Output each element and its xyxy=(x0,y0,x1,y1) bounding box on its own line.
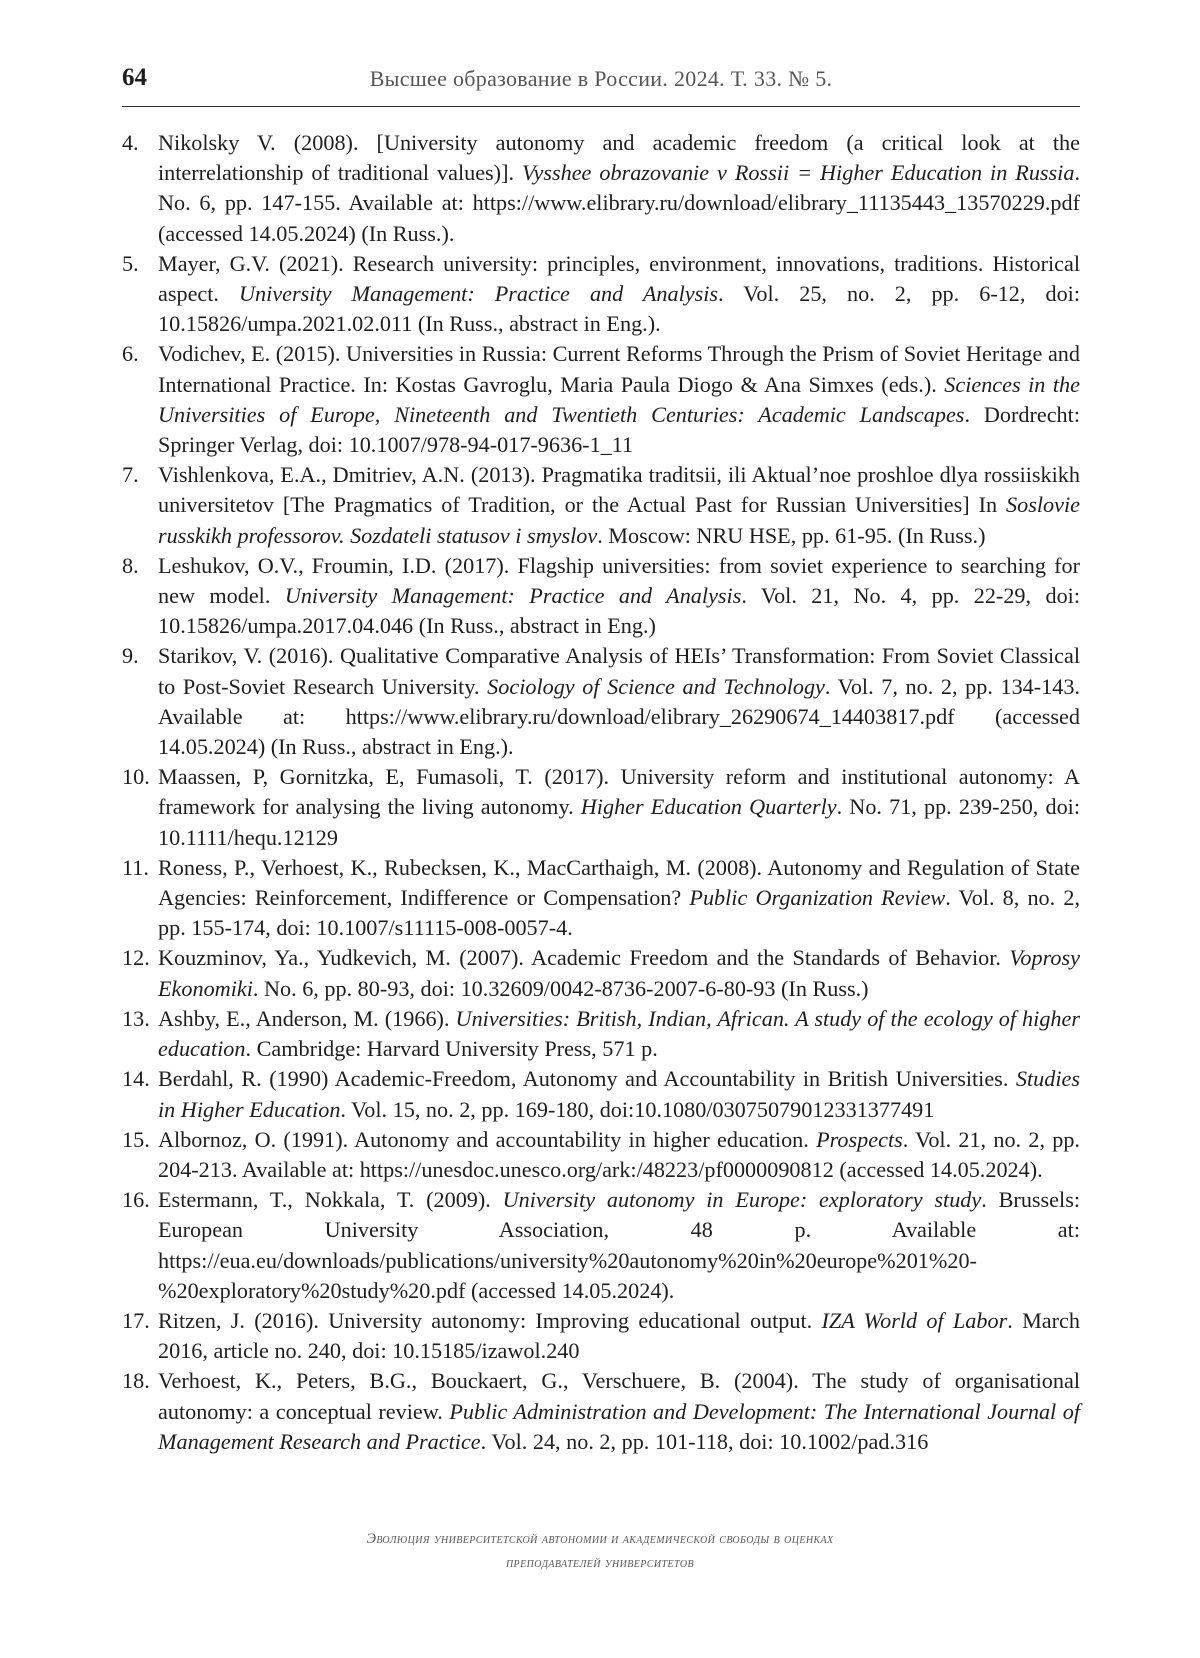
reference-text: Maassen, P, Gornitzka, E, Fumasoli, T. (2017). University reform and institutional autonomy: A framework for analysing the living autonomy. xyxy=(158,764,1080,820)
reference-number: 12. xyxy=(122,945,150,971)
reference-text: Ashby, E., Anderson, M. (1966). xyxy=(158,1005,456,1031)
reference-source: Soslovie russkikh professorov. Sozdateli statusov i smyslov xyxy=(158,492,1080,548)
reference-details: . Vol. 21, No. 4, pp. 22-29, doi: 10.15826/umpa.2017.04.046 (In Russ., abstract in Eng.) xyxy=(158,583,1080,639)
reference-item xyxy=(122,1306,1080,1366)
page-header xyxy=(122,58,1080,107)
reference-text: Roness, P., Verhoest, K., Rubecksen, K., MacCarthaigh, M. (2008). Autonomy and Regulation of State Agencies: Reinforcement, Indifference or Compensation? xyxy=(158,854,1080,911)
reference-number: 13. xyxy=(122,1005,150,1031)
reference-source: Higher Education Quarterly xyxy=(580,794,837,820)
reference-number: 15. xyxy=(122,1126,150,1152)
reference-details: . Vol. 7, no. 2, pp. 134-143. Available at: https://www.elibrary.ru/download/elibrary_26290674_14403817.pdf (accessed 14.05.2024) (In Russ., abstract in Eng.). xyxy=(158,673,1080,760)
reference-item xyxy=(122,762,1080,853)
reference-number: 9. xyxy=(122,643,139,669)
reference-text: Ritzen, J. (2016). University autonomy: Improving educational output. xyxy=(158,1307,822,1333)
reference-text: Starikov, V. (2016). Qualitative Comparative Analysis of HEIs’ Transformation: From Soviet Classical to Post-Soviet Research University. xyxy=(158,643,1080,699)
reference-text: Verhoest, K., Peters, B.G., Bouckaert, G., Verschuere, B. (2004). The study of organisational autonomy: a conceptual review. xyxy=(158,1368,1080,1424)
reference-text: Kouzminov, Ya., Yudkevich, M. (2007). Academic Freedom and the Standards of Behavior. xyxy=(158,945,1010,971)
reference-source: Sociology of Science and Technology xyxy=(487,673,825,699)
reference-item xyxy=(122,1185,1080,1306)
reference-details: . Dordrecht: Springer Verlag, doi: 10.1007/978-94-017-9636-1_11 xyxy=(158,401,1080,458)
reference-item xyxy=(122,853,1080,944)
reference-details: . Moscow: NRU HSE, pp. 61-95. (In Russ.) xyxy=(597,522,986,548)
reference-item xyxy=(122,249,1080,340)
reference-source: University Management: Practice and Analysis xyxy=(239,281,719,307)
reference-item xyxy=(122,460,1080,551)
reference-text: Berdahl, R. (1990) Academic-Freedom, Autonomy and Accountability in British Universities. xyxy=(158,1066,1016,1092)
reference-text: Estermann, T., Nokkala, T. (2009). xyxy=(158,1187,503,1213)
reference-number: 4. xyxy=(122,130,139,155)
reference-details: . March 2016, article no. 240, doi: 10.15185/izawol.240 xyxy=(158,1307,1080,1364)
reference-item xyxy=(122,943,1080,1003)
reference-source: IZA World of Labor xyxy=(821,1307,1008,1333)
journal-title: Высшее образование в России. 2024. Т. 33. № 5. xyxy=(369,66,833,91)
reference-item xyxy=(122,641,1080,762)
reference-text: Albornoz, O. (1991). Autonomy and accountability in higher education. xyxy=(158,1126,817,1152)
reference-number: 10. xyxy=(122,764,150,790)
page-number: 64 xyxy=(122,64,147,91)
reference-details: . No. 71, pp. 239-250, doi: 10.1111/hequ.12129 xyxy=(158,794,1080,850)
reference-details: . Vol. 24, no. 2, pp. 101-118, doi: 10.1002/pad.316 xyxy=(480,1428,929,1454)
reference-source: Prospects xyxy=(816,1126,903,1152)
reference-number: 16. xyxy=(122,1187,150,1213)
reference-source: Universities: British, Indian, African. A study of the ecology of higher education xyxy=(158,1005,1080,1062)
reference-details: . Vol. 25, no. 2, pp. 6-12, doi: 10.15826/umpa.2021.02.011 (In Russ., abstract in Eng.). xyxy=(158,281,1080,337)
reference-details: . No. 6, pp. 147-155. Available at: https://www.elibrary.ru/download/elibrary_11135443_13570229.pdf (accessed 14.05.2024) (In Russ.). xyxy=(158,160,1080,246)
reference-number: 7. xyxy=(122,462,139,488)
running-footer xyxy=(0,1527,1200,1575)
reference-source: Studies in Higher Education xyxy=(158,1066,1080,1122)
reference-details: . Vol. 15, no. 2, pp. 169-180, doi:10.1080/03075079012331377491 xyxy=(340,1096,935,1122)
reference-item xyxy=(122,339,1080,460)
reference-number: 5. xyxy=(122,250,139,276)
reference-text: Leshukov, O.V., Froumin, I.D. (2017). Flagship universities: from soviet experience to searching for new model. xyxy=(158,552,1080,609)
reference-source: Public Administration and Development: The International Journal of Management Research and Practice xyxy=(158,1398,1080,1454)
reference-item xyxy=(122,1004,1080,1064)
footer-title-line-1: Эволюция университетской автономии и академической свободы в оценках xyxy=(366,1531,834,1547)
reference-number: 17. xyxy=(122,1307,150,1333)
reference-text: Vodichev, E. (2015). Universities in Russia: Current Reforms Through the Prism of Soviet Heritage and International Practice. In: Kostas Gavroglu, Maria Paula Diogo & Ana Simxes (eds.). xyxy=(158,341,1080,397)
reference-source: Vysshee obrazovanie v Rossii = Higher Education in Russia xyxy=(521,160,1075,186)
footer-title-line-2: преподавателей университетов xyxy=(505,1555,695,1571)
reference-number: 14. xyxy=(122,1066,150,1092)
reference-text: Vishlenkova, E.A., Dmitriev, A.N. (2013). Pragmatika traditsii, ili Aktual’noe proshloe dlya rossiiskikh universitetov [The Pragmatics of Tradition, or the Actual Past for Russian Universities] In xyxy=(158,462,1080,518)
reference-item xyxy=(122,551,1080,642)
reference-details: . Cambridge: Harvard University Press, 571 p. xyxy=(245,1036,658,1062)
reference-list xyxy=(122,128,1080,1457)
reference-number: 8. xyxy=(122,552,139,578)
reference-source: University Management: Practice and Analysis xyxy=(284,583,742,609)
reference-item xyxy=(122,1064,1080,1124)
reference-details: . Vol. 21, no. 2, pp. 204-213. Available at: https://unesdoc.unesco.org/ark:/48223/pf0000090812 (accessed 14.05.2024). xyxy=(158,1126,1080,1182)
reference-details: . No. 6, pp. 80-93, doi: 10.32609/0042-8736-2007-6-80-93 (In Russ.) xyxy=(252,975,869,1001)
reference-text: Nikolsky V. (2008). [University autonomy and academic freedom (a critical look at the interrelationship of traditional values)]. xyxy=(158,130,1080,186)
reference-number: 11. xyxy=(122,854,149,880)
reference-item xyxy=(122,128,1080,249)
reference-source: Sciences in the Universities of Europe, Nineteenth and Twentieth Centuries: Academic Landscapes xyxy=(158,371,1080,427)
reference-item xyxy=(122,1125,1080,1185)
reference-number: 18. xyxy=(122,1368,150,1394)
reference-source: Public Organization Review xyxy=(689,885,946,911)
reference-source: University autonomy in Europe: exploratory study xyxy=(502,1187,982,1213)
reference-details: . Brussels: European University Association, 48 p. Available at: https://eua.eu/downloads/publications/university%20autonomy%20in%20europe%201%20-%20exploratory%20study%20.pdf (accessed 14.05.2024). xyxy=(158,1187,1080,1303)
reference-text: Mayer, G.V. (2021). Research university: principles, environment, innovations, traditions. Historical aspect. xyxy=(158,250,1080,307)
reference-details: . Vol. 8, no. 2, pp. 155-174, doi: 10.1007/s11115-008-0057-4. xyxy=(158,885,1080,941)
reference-item xyxy=(122,1366,1080,1457)
reference-number: 6. xyxy=(122,341,139,367)
reference-source: Voprosy Ekonomiki xyxy=(158,945,1080,1001)
